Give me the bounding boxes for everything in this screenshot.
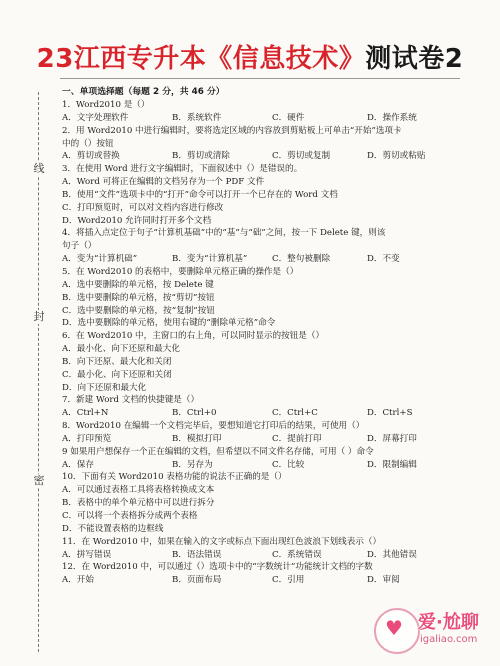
text-line: A．最小化、向下还原和最大化 [62,344,180,355]
binding-line [38,92,39,652]
text-line: D．Word2010 允许同时打开多个文档 [62,215,212,226]
option: A．文字处理软件 [62,112,129,123]
text-line: 3．在使用 Word 进行文字编辑时，下面叙述中（）是错误的。 [62,164,303,175]
text-line: D．不能设置表格的边框线 [62,523,164,534]
text-line: 4．将插入点定位于句子“计算机基础”中的“基”与“础”之间，按一下 Delete 键，则该 [62,228,386,239]
option: C．剪切或复制 [272,151,331,162]
text-line: B．选中要删除的单元格，按“剪切”按钮 [62,292,215,303]
option: C．提前打印 [272,433,322,444]
option: B．另存为 [172,459,213,470]
option: D．操作系统 [367,112,417,123]
option: C．硬件 [272,112,305,123]
text-line: C．选中要删除的单元格，按“复制”按钮 [62,305,215,316]
margin-word-secret: 密 [31,474,47,488]
option: A．拼写错误 [62,549,112,560]
option: D．Ctrl+S [367,408,413,419]
text-line: 9 如果用户想保存一个正在编辑的文档，但希望以不同文件名存储，可用（ ）命令 [62,446,374,457]
option: A．Ctrl+N [62,408,109,419]
watermark-brand: 爱·尬聊 [418,612,479,633]
text-line: A．选中要删除的单元格，按 Delete 键 [62,279,214,290]
text-line: 11．在 Word2010 中，如果在输入的文字或标点下面出现红色波浪下划线表示（） [62,536,382,547]
option: A．打印预览 [62,433,112,444]
text-line: B．表格中的单个单元格中可以进行拆分 [62,498,215,509]
option-row [62,549,462,562]
option: C．比较 [272,459,305,470]
text-line: C．最小化、向下还原和关闭 [62,369,172,380]
text-line: C．打印预览时，可以对文档内容进行修改 [62,202,224,213]
text-line: 6．在 Word2010 中，主窗口的右上角，可以同时显示的按钮是（） [62,331,325,342]
option: D．剪切或粘贴 [367,151,426,162]
text-line: A．可以通过表格工具将表格转换成文本 [62,485,215,496]
option: C．引用 [272,575,305,586]
margin-word-seal: 封 [31,310,47,324]
option: C．整句被删除 [272,254,331,265]
section-heading: 一、单项选择题（每题 2 分，共 46 分） [62,87,225,97]
text-line: D．选中要删除的单元格，使用右键的“删除单元格”命令 [62,318,276,329]
option-row [62,112,462,125]
option-row [62,433,462,446]
text-line: 中的（）按钮 [62,138,114,149]
text-line: 1．Word2010 是（） [62,100,150,110]
option: B．模拟打印 [172,433,222,444]
option: B．变为“计算机基” [172,254,248,265]
option-row [62,253,462,266]
margin-word-line: 线 [31,162,47,176]
text-line: 12．在 Word2010 中，可以通过（）选项卡中的“字数统计”功能统计文档的字数 [62,562,373,573]
text-line: B．向下还原、最大化和关闭 [62,356,172,367]
option: C．Ctrl+C [272,408,318,419]
option: A．开始 [62,575,94,586]
option: B．系统软件 [172,112,222,123]
question-list [62,84,462,587]
option-row [62,150,462,163]
option: D．屏幕打印 [367,433,417,444]
text-line: B．使用“文件”选项卡中的“打开”命令可以打开一个已存在的 Word 文档 [62,189,338,200]
text-line: 10．下面有关 Word2010 表格功能的说法不正确的是（） [62,472,287,483]
watermark-logo [374,604,492,656]
option: D．不变 [367,254,400,265]
title-dark-part: 测试卷2 [365,44,464,74]
option: D．其他错误 [367,549,417,560]
option-row [62,574,462,587]
text-line: 7．新建 Word 文档的快捷键是（） [62,395,200,406]
heart-icon: ♥ [385,616,403,640]
title-rule [60,78,460,79]
option: A．变为“计算机础” [62,254,138,265]
text-line: 句子（） [62,241,97,252]
text-line: D．向下还原和最大化 [62,382,147,393]
page-title [0,38,500,75]
option: B．Ctrl+0 [172,408,217,419]
watermark-url: igaliao.com [420,634,478,645]
text-line: 5．在 Word2010 的表格中，要删除单元格正确的操作是（） [62,266,299,277]
option: A．剪切或替换 [62,151,120,162]
text-line: C．可以将一个表格拆分成两个表格 [62,511,198,521]
text-line: A．Word 可将正在编辑的文档另存为一个 PDF 文件 [62,177,265,188]
text-line: 2．用 Word2010 中进行编辑时，要将选定区域的内容放到剪贴板上可单击“开始”选项卡 [62,125,402,136]
option: D．限制编辑 [367,459,417,470]
option-row [62,459,462,472]
option: B．页面布局 [172,575,222,586]
option: C．系统错误 [272,549,322,560]
title-red-part: 23江西专升本《信息技术》 [36,44,366,74]
option: D．审阅 [367,575,400,586]
option: B．剪切或清除 [172,151,230,162]
text-line: 8．Word2010 在编辑一个文档完毕后，要想知道它打印后的结果，可使用（） [62,421,365,432]
option: A．保存 [62,459,94,470]
option: B．语法错误 [172,549,222,560]
option-row [62,407,462,420]
